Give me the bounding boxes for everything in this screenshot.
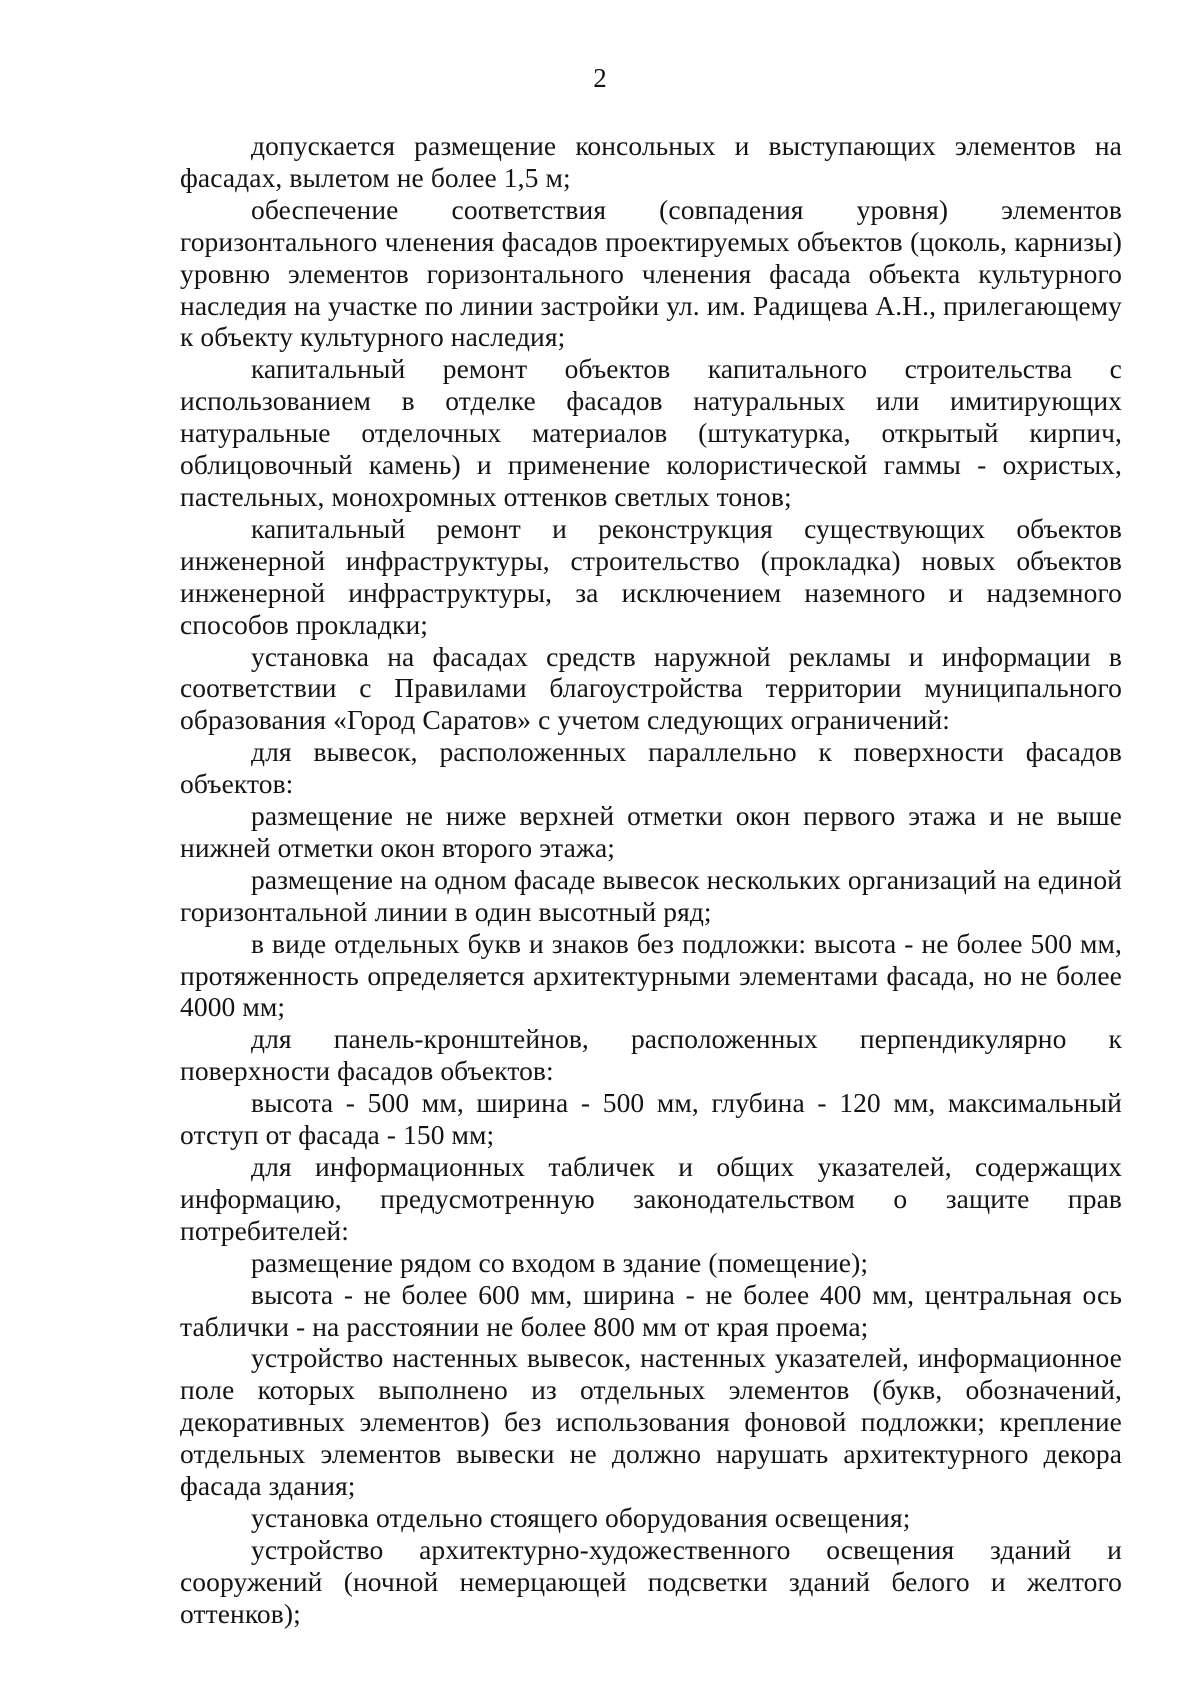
paragraph: допускается размещение консольных и выступающих элементов на фасадах, вылетом не более 1,5 м;	[180, 130, 1122, 193]
paragraph: высота - не более 600 мм, ширина - не более 400 мм, центральная ось таблички - на расстоянии не более 800 мм от края проема;	[180, 1278, 1122, 1342]
paragraph: устройство архитектурно-художественного освещения зданий и сооружений (ночной немерцающей подсветки зданий белого и желтого оттенков);	[180, 1533, 1122, 1629]
paragraph: установка отдельно стоящего оборудования освещения;	[251, 1501, 911, 1533]
paragraph: размещение не ниже верхней отметки окон первого этажа и не выше нижней отметки окон второго этажа;	[180, 800, 1122, 863]
paragraph: для вывесок, расположенных параллельно к поверхности фасадов объектов:	[180, 736, 1122, 800]
paragraph: в виде отдельных букв и знаков без подложки: высота - не более 500 мм, протяженность определяется архитектурными элементами фасада, но не более 4000 мм;	[180, 927, 1122, 1023]
paragraph: установка на фасадах средств наружной рекламы и информации в соответствии с Правилами благоустройства территории муниципального образования «Город Саратов» с учетом следующих ограничений:	[180, 640, 1122, 736]
paragraph: размещение на одном фасаде вывесок нескольких организаций на единой горизонтальной линии в один высотный ряд;	[180, 863, 1122, 927]
paragraph: устройство настенных вывесок, настенных указателей, информационное поле которых выполнено из отдельных элементов (букв, обозначений, декоративных элементов) без использования фоновой подложки; крепление отдельных элементов вывески не должно нарушать архитектурного декора фасада здания;	[180, 1342, 1122, 1502]
page-number: 2	[593, 63, 607, 93]
paragraph: высота - 500 мм, ширина - 500 мм, глубина - 120 мм, максимальный отступ от фасада - 150 мм;	[180, 1087, 1122, 1151]
document-body	[180, 130, 1122, 1630]
paragraph: размещение рядом со входом в здание (помещение);	[251, 1246, 869, 1278]
paragraph: капитальный ремонт объектов капитального строительства с использованием в отделке фасадов натуральных или имитирующих натуральные отделочных материалов (штукатурка, открытый кирпич, облицовочный камень) и применение колористической гаммы - охристых, пастельных, монохромных оттенков светлых тонов;	[180, 353, 1122, 512]
paragraph: капитальный ремонт и реконструкция существующих объектов инженерной инфраструктуры, строительство (прокладка) новых объектов инженерной инфраструктуры, за исключением наземного и надземного способов прокладки;	[180, 512, 1122, 640]
paragraph: обеспечение соответствия (совпадения уровня) элементов горизонтального членения фасадов проектируемых объектов (цоколь, карнизы) уровню элементов горизонтального членения фасада объекта культурного наследия на участке по линии застройки ул. им. Радищева А.Н., прилегающему к объекту культурного наследия;	[180, 193, 1122, 353]
paragraph: для информационных табличек и общих указателей, содержащих информацию, предусмотренную законодательством о защите прав потребителей:	[180, 1151, 1122, 1246]
paragraph: для панель-кронштейнов, расположенных перпендикулярно к поверхности фасадов объектов:	[180, 1023, 1122, 1087]
